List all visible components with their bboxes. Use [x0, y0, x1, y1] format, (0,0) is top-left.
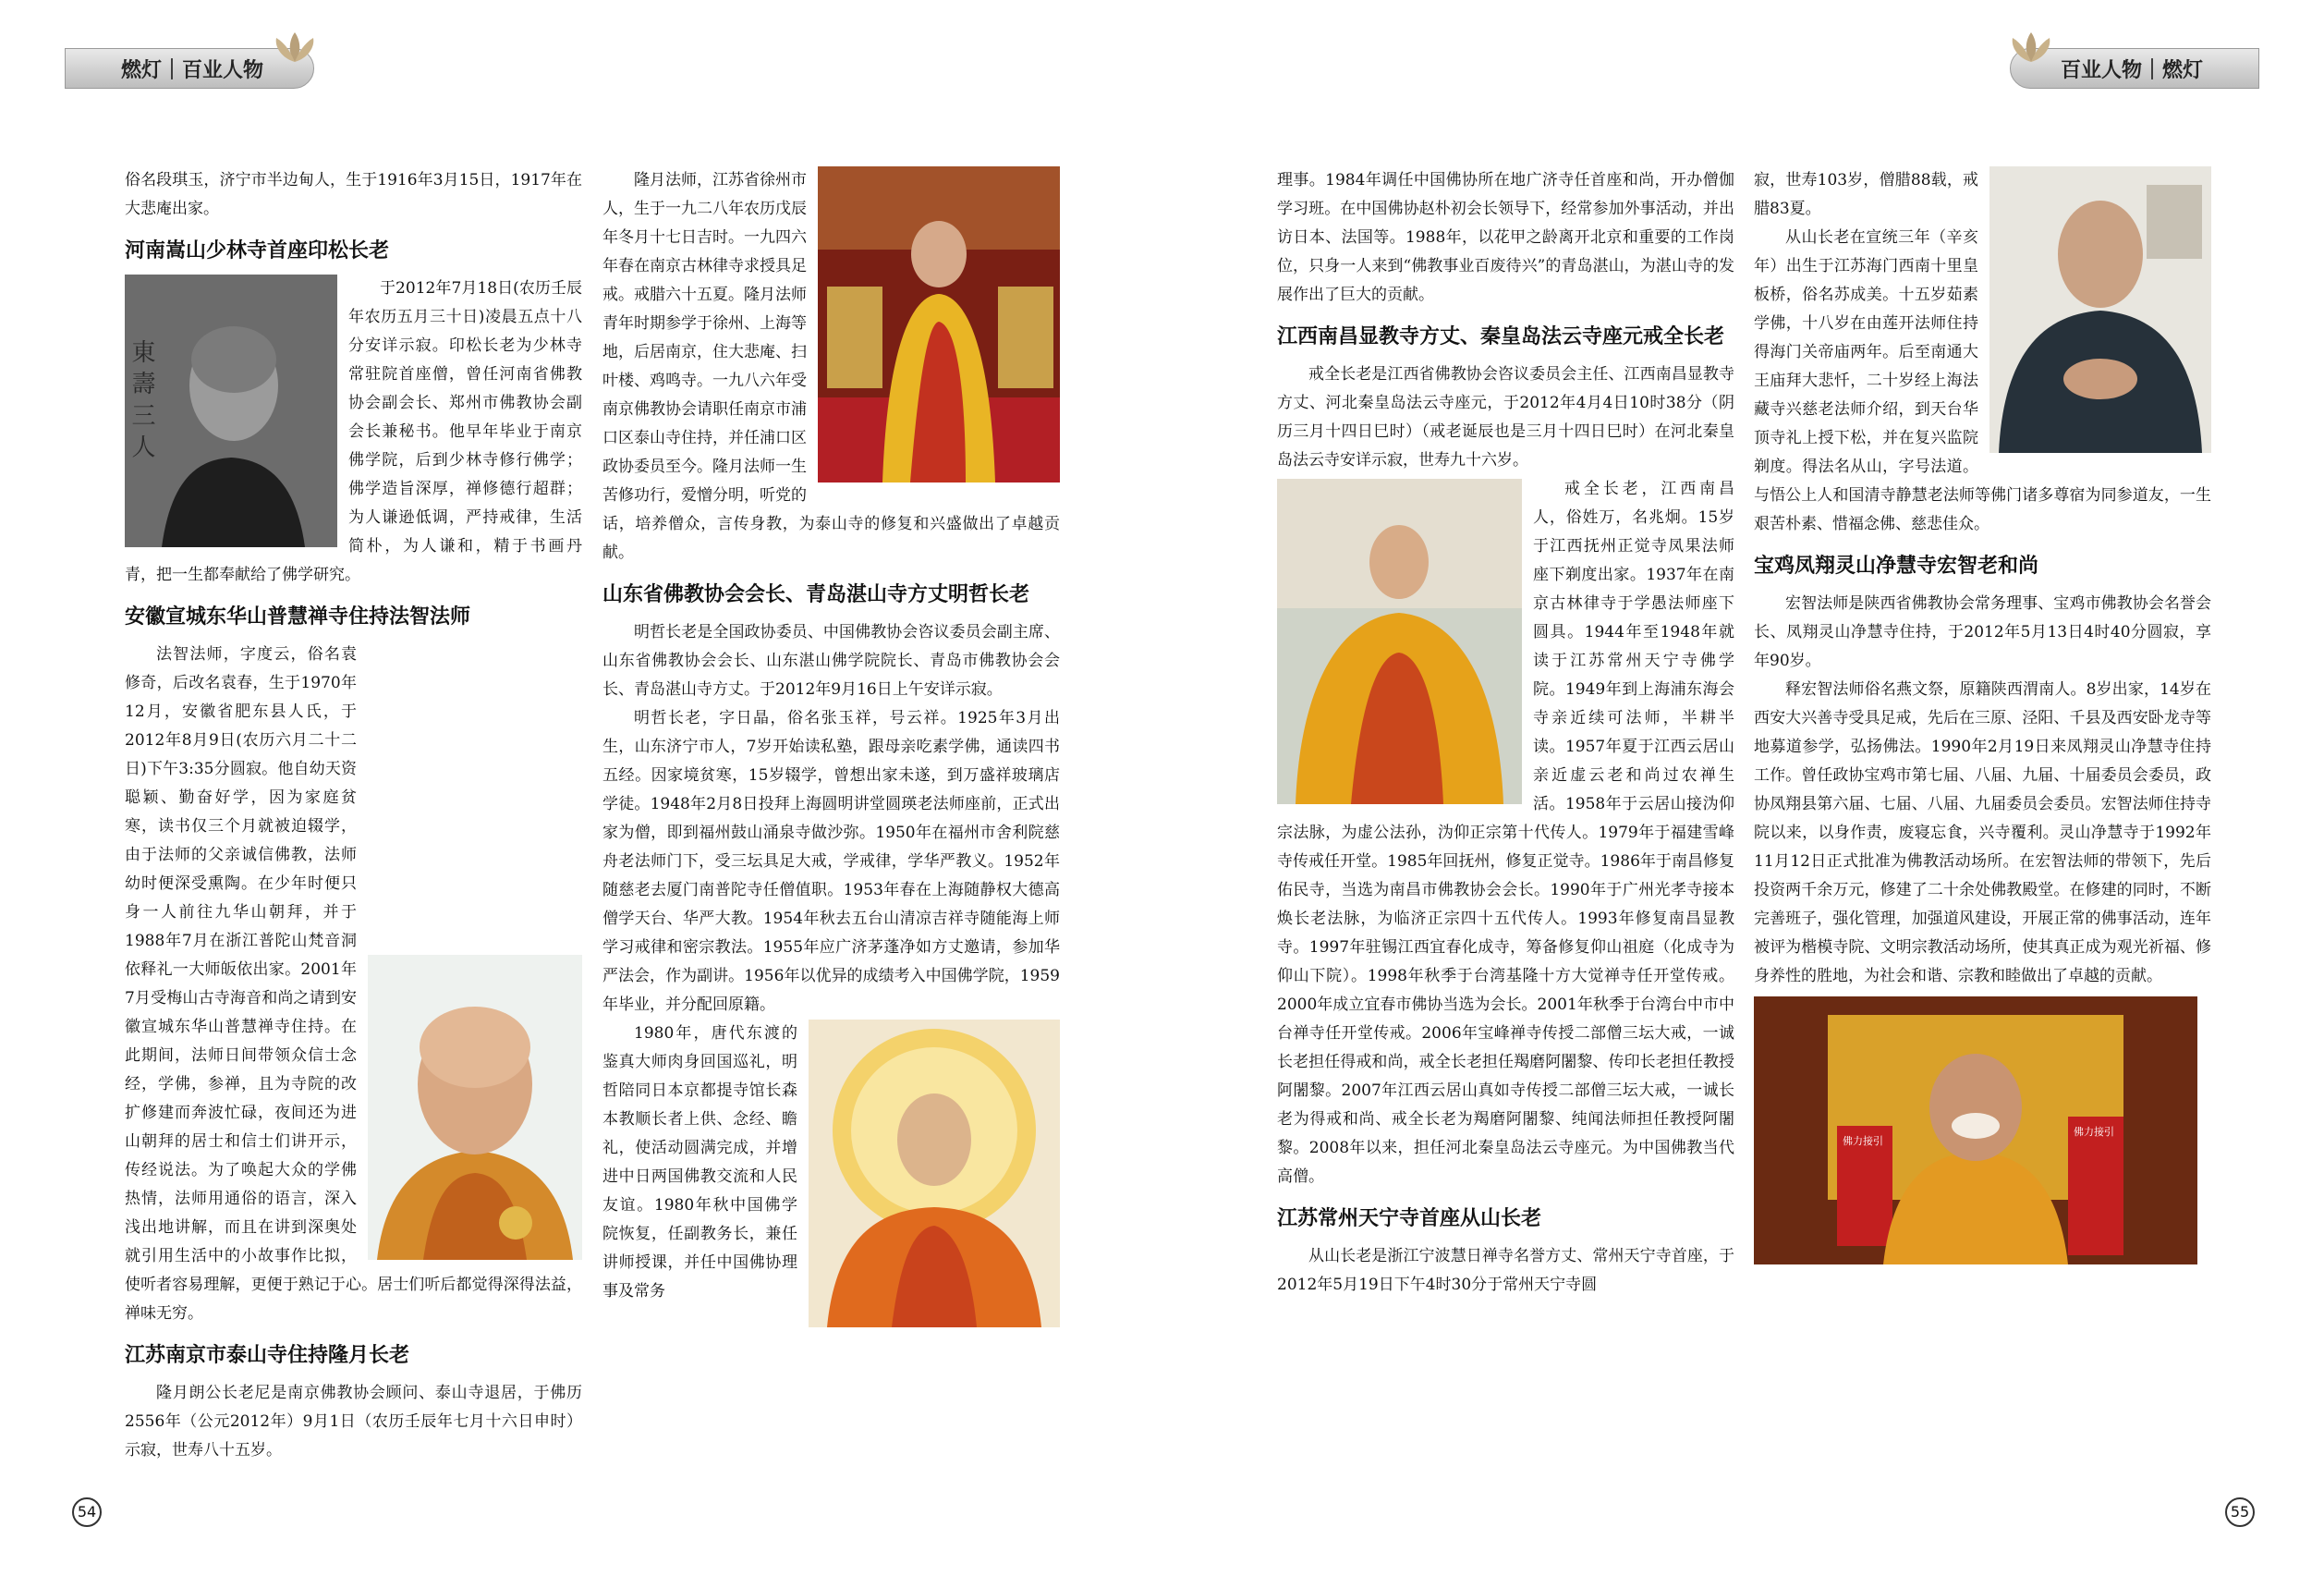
portrait-mingzhe-image [809, 1020, 1060, 1327]
portrait-congshan-image [1989, 166, 2211, 453]
right-page [1162, 0, 2324, 1588]
page-number-right: 55 [2225, 1497, 2255, 1527]
mingzhe-bio-paragraph: 明哲长老，字日晶，俗名张玉祥，号云祥。1925年3月出生，山东济宁市人，7岁开始读私塾，跟母亲吃素学佛，通读四书五经。因家境贫寒，15岁辍学，曾想出家未遂，到万盛祥玻璃店学徒。1948年2月8日投拜上海圆明讲堂圆瑛老法师座前，正式出家为僧，即到福州鼓山涌泉寺做沙弥。1950年在福州市舍利院慈舟老法师门下，受三坛具足大戒，学戒律，学华严教义。1952年随慈老去厦门南普陀寺任僧值职。1953年春在上海随静权大德高僧学天台、华严大教。1954年秋去五台山清凉吉祥寺随能海上师学习戒律和密宗教法。1955年应广济茅蓬净如方丈邀请，参加华严法会，作为副讲。1956年以优异的成绩考入中国佛学院，1959年毕业，并分配回原籍。 [602, 709, 1060, 1014]
right-column-2 [1754, 166, 2211, 1264]
longyue-bio-paragraph: 隆月法师，江苏省徐州市人，生于一九二八年农历戊辰年冬月十七日吉时。一九四六年春在南京古林律寺求授具足戒。戒腊六十五夏。隆月法师青年时期参学于徐州、上海等地，后居南京，住大悲庵、扫叶楼、鸡鸣寺。一九八六年受南京佛教协会请职任南京市浦口区泰山寺住持，并任浦口区政协委员至今。隆月法师一生苦修功行，爱憎分明，听党的话，培养僧众，言传身教，为泰山寺的修复和兴盛做出了卓越贡献。 [602, 171, 1060, 562]
left-column-2 [602, 166, 1060, 1333]
placard-left-text: 佛力接引 [1843, 1135, 1883, 1147]
section-heading-jiequan: 江西南昌显教寺方丈、秦皇岛法云寺座元戒全长老 [1277, 325, 1725, 348]
right-column-1 [1277, 166, 1734, 1300]
hongzhi-summary-paragraph: 宏智法师是陕西省佛教协会常务理事、宝鸡市佛教协会名誉会长、凤翔灵山净慧寺住持，于2012年5月13日4时40分圆寂，享年90岁。 [1754, 594, 2211, 670]
photo-hongzhi [1754, 996, 2197, 1264]
portrait-yinsong-image [125, 275, 337, 547]
mingzhe-1980-paragraph: 1980年，唐代东渡的鉴真大师肉身回国巡礼，明哲陪同日本京都提寺馆长森本教顺长者上供、念经、瞻礼，使活动圆满完成，并增进中日两国佛教交流和人民友谊。1980年秋中国佛学院恢复，任副教务长，兼任讲师授课，并任中国佛协理事及常务 [602, 1024, 797, 1301]
photo-longyue [818, 166, 1060, 483]
section-heading-yinsong: 河南嵩山少林寺首座印松长老 [125, 239, 390, 263]
jiequan-summary-paragraph: 戒全长老是江西省佛教协会咨议委员会主任、江西南昌显教寺方丈、河北秦皇岛法云寺座元，于2012年4月4日10时38分（阴历三月十四日巳时）（戒老诞辰也是三月十四日巳时）在河北秦皇岛法云寺安详示寂，世寿九十六岁。 [1277, 365, 1734, 470]
photo-yinsong [125, 275, 337, 547]
portrait-longyue-image [818, 166, 1060, 483]
hongzhi-bio-paragraph: 释宏智法师俗名燕文祭，原籍陕西渭南人。8岁出家，14岁在西安大兴善寺受具足戒，先后在三原、泾阳、千县及西安卧龙寺等地募道参学，弘扬佛法。1990年2月19日来凤翔灵山净慧寺住持工作。曾任政协宝鸡市第七届、八届、九届、十届委员会委员，政协凤翔县第六届、七届、八届、九届委员会委员。宏智法师住持寺院以来，以身作责，废寝忘食，兴寺覆利。灵山净慧寺于1992年11月12日正式批准为佛教活动场所。在宏智法师的带领下，先后投资两千余万元，修建了二十余处佛教殿堂。在修建的同时，不断完善班子，强化管理，加强道风建设，开展正常的佛事活动，连年被评为楷模寺院、文明宗教活动场所，使其真正成为观光祈福、修身养性的胜地，为社会和谐、宗教和睦做出了卓越的贡献。 [1754, 680, 2211, 985]
header-label-right: 百业人物｜燃灯 [2060, 58, 2203, 82]
section-heading-hongzhi: 宝鸡凤翔灵山净慧寺宏智老和尚 [1754, 555, 2039, 578]
section-heading-fazhi: 安徽宣城东华山普慧禅寺住持法智法师 [125, 605, 471, 629]
placard-right-text: 佛力接引 [2074, 1126, 2114, 1138]
congshan-bio-paragraph: 从山长老在宣统三年（辛亥年）出生于江苏海门西南十里皇板桥，俗名苏成美。十五岁茹素学佛，十八岁在由莲开法师住持得海门关帝庙两年。后至南通大王庙拜大悲忏，二十岁经上海法藏寺兴慈老法师介绍，到天台华顶寺礼上授下松，并在复兴监院剃度。得法名从山，字号法道。与悟公上人和国清寺静慧老法师等佛门诸多尊宿为同参道友，一生艰苦朴素、惜福念佛、慈悲佳众。 [1754, 228, 2211, 533]
portrait-fazhi-image [368, 955, 582, 1260]
left-column-1 [125, 166, 582, 1465]
calligraphy-text: 東 壽 三 人 [128, 339, 155, 458]
portrait-jiequan-image [1277, 479, 1522, 804]
congshan-summary-paragraph: 从山长老是浙江宁波慧日禅寺名誉方丈、常州天宁寺首座，于2012年5月19日下午4时30分于常州天宁寺圆 [1277, 1247, 1734, 1294]
mingzhe-summary-paragraph: 明哲长老是全国政协委员、中国佛教协会咨议委员会副主席、山东省佛教协会会长、山东湛山佛学院院长、青岛市佛教协会会长、青岛湛山寺方丈。于2012年9月16日上午安详示寂。 [602, 623, 1060, 699]
photo-mingzhe [809, 1020, 1060, 1327]
portrait-hongzhi-image [1754, 996, 2197, 1264]
fazhi-paragraph: 法智法师，字度云，俗名袁修奇，后改名袁春，生于1970年12月，安徽省肥东县人氏，于2012年8月9日(农历六月二十二日)下午3:35分圆寂。他自幼天资聪颖、勤奋好学，因为家庭贫寒，读书仅三个月就被迫辍学，由于法师的父亲诚信佛教，法师幼时便深受熏陶。在少年时便只身一人前往九华山朝拜，并于1988年7月在浙江普陀山梵音洞依释礼一大师皈依出家。2001年7月受梅山古寺海音和尚之请到安徽宣城东华山普慧禅寺住持。在此期间，法师日间带领众信士念经，学佛，参禅，且为寺院的改扩修建而奔波忙碌，夜间还为进山朝拜的居士和信士们讲开示，传经说法。为了唤起大众的学佛热情，法师用通俗的语言，深入浅出地讲解，而且在讲到深奥处就引用生活中的小故事作比拟，使听者容易理解，更便于熟记于心。居士们听后都觉得深得法益，禅味无穷。 [125, 645, 582, 1323]
lotus-ornament-icon [2005, 31, 2057, 64]
yinsong-paragraph: 于2012年7月18日(农历壬辰年农历五月三十日)凌晨五点十八分安详示寂。印松长老为少林寺常驻院首座僧，曾任河南省佛教协会副会长、郑州市佛教协会副会长兼秘书。他早年毕业于南京佛学院，后到少林寺修行佛学；佛学造旨深厚，禅修德行超群；为人谦逊低调，严持戒律，生活简朴，为人谦和，精于书画丹青，把一生都奉献给了佛学研究。 [125, 279, 582, 584]
section-heading-congshan: 江苏常州天宁寺首座从山长老 [1277, 1207, 1542, 1230]
page-number-left: 54 [72, 1497, 102, 1527]
header-banner-right [2010, 48, 2259, 89]
longyue-paragraph: 隆月朗公长老尼是南京佛教协会顾问、泰山寺退居，于佛历2556年（公元2012年）9月1日（农历壬辰年七月十六日申时）示寂，世寿八十五岁。 [125, 1384, 582, 1460]
header-banner-left [65, 48, 314, 89]
photo-congshan [1989, 166, 2211, 453]
header-label-left: 燃灯｜百业人物 [121, 58, 264, 82]
intro-paragraph: 俗名段琪玉，济宁市半边甸人，生于1916年3月15日，1917年在大悲庵出家。 [125, 171, 582, 218]
lotus-ornament-icon [269, 31, 321, 64]
congshan-continued-paragraph: 寂，世寿103岁，僧腊88载，戒腊83夏。 [1754, 171, 1978, 218]
photo-fazhi [368, 955, 582, 1260]
mingzhe-continued-paragraph: 理事。1984年调任中国佛协所在地广济寺任首座和尚，开办僧伽学习班。在中国佛协赵朴初会长领导下，经常参加外事活动，并出访日本、法国等。1988年，以花甲之龄离开北京和重要的工作岗位，只身一人来到“佛教事业百废待兴”的青岛湛山，为湛山寺的发展作出了巨大的贡献。 [1277, 171, 1734, 304]
jiequan-bio-paragraph: 戒全长老，江西南昌人，俗姓万，名兆炯。15岁于江西抚州正觉寺凤果法师座下剃度出家。1937年在南京古林律寺于学愚法师座下圆具。1944年至1948年就读于江苏常州天宁寺佛学院。1949年到上海浦东海会寺亲近续可法师，半耕半读。1957年夏于江西云居山亲近虚云老和尚过农禅生活。1958年于云居山接沩仰宗法脉，为虚公法孙，沩仰正宗第十代传人。1979年于福建雪峰寺传戒任开堂。1985年回抚州，修复正觉寺。1986年于南昌修复佑民寺，当选为南昌市佛教协会会长。1990年于广州光孝寺接本焕长老法脉，为临济正宗四十五代传人。1993年修复南昌显教寺。1997年驻锡江西宜春化成寺，筹备修复仰山祖庭（化成寺为仰山下院）。1998年秋季于台湾基隆十方大觉禅寺任开堂传戒。2000年成立宜春市佛协当选为会长。2001年秋季于台湾台中市中台禅寺任开堂传戒。2006年宝峰禅寺传授二部僧三坛大戒，一诚长老担任得戒和尚，戒全长老担任羯磨阿闍黎、传印长老担任教授阿闍黎。2007年江西云居山真如寺传授二部僧三坛大戒，一诚长老为得戒和尚、戒全长老为羯磨阿闍黎、纯闻法师担任教授阿闍黎。2008年以来，担任河北秦皇岛法云寺座元。为中国佛教当代高僧。 [1277, 480, 1734, 1186]
photo-jiequan [1277, 479, 1522, 804]
section-heading-longyue: 江苏南京市泰山寺住持隆月长老 [125, 1344, 410, 1367]
section-heading-mingzhe: 山东省佛教协会会长、青岛湛山寺方丈明哲长老 [602, 583, 1030, 606]
